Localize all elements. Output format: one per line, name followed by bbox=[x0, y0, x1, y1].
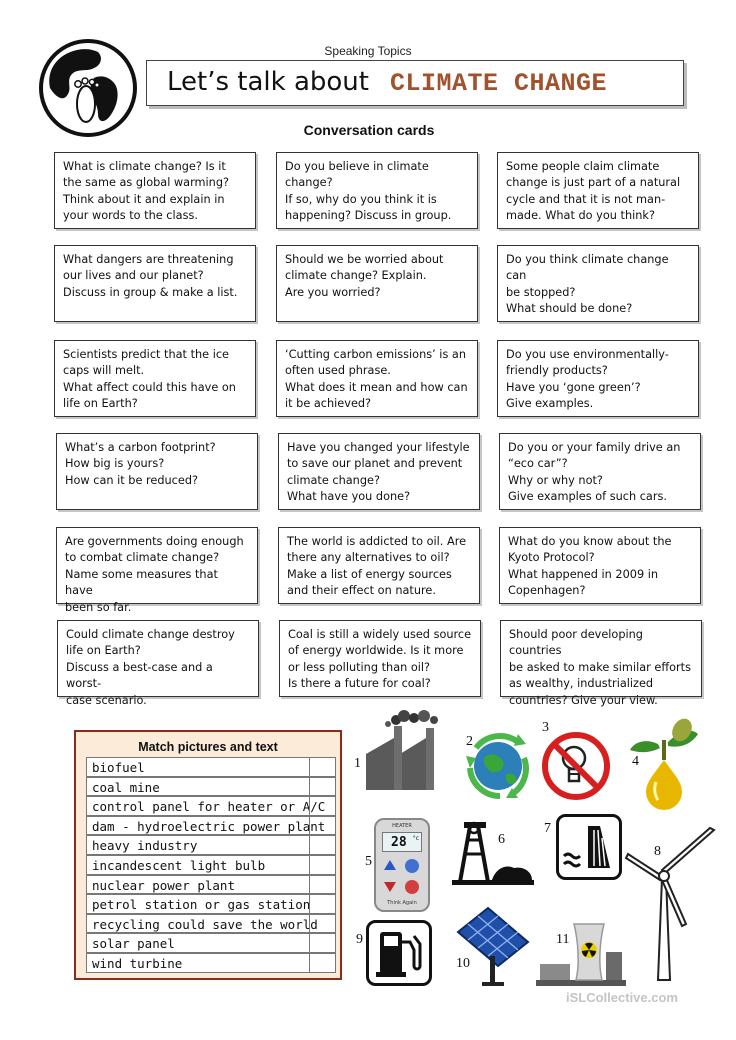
card-text: Could climate change destroy life on Earth? Discuss a best-case and a worst- case scenario. bbox=[66, 628, 235, 707]
match-row bbox=[86, 835, 336, 855]
answer-cell[interactable] bbox=[309, 895, 335, 913]
watermark: iSLCollective.com bbox=[566, 990, 678, 1005]
match-item-text: control panel for heater or A/C bbox=[92, 799, 326, 815]
card-text: Are governments doing enough to combat climate change? Name some measures that have been so far. bbox=[65, 535, 244, 614]
match-row bbox=[86, 855, 336, 875]
card-text: What dangers are threatening our lives and our planet? Discuss in group & make a list. bbox=[63, 253, 238, 299]
card-text: What do you know about the Kyoto Protocol? What happened in 2009 in Copenhagen? bbox=[508, 535, 672, 598]
answer-cell[interactable] bbox=[309, 856, 335, 874]
conversation-card bbox=[276, 340, 478, 417]
card-text: ‘Cutting carbon emissions’ is an often used phrase. What does it mean and how can it be achieved? bbox=[285, 348, 468, 411]
conversation-card bbox=[276, 245, 478, 322]
match-item-text: solar panel bbox=[92, 936, 175, 952]
answer-cell[interactable] bbox=[309, 758, 335, 776]
earth-footprint-logo-icon bbox=[38, 38, 138, 138]
heater-buttons-icon bbox=[382, 858, 424, 898]
picture-number: 1 bbox=[354, 756, 361, 771]
factory-icon bbox=[364, 708, 444, 790]
no-light-bulb-icon bbox=[540, 730, 612, 802]
match-row bbox=[86, 796, 336, 816]
card-text: Some people claim climate change is just part of a natural cycle and that it is not man- made. What do you think? bbox=[506, 160, 681, 223]
match-table bbox=[74, 730, 342, 980]
conversation-card bbox=[497, 340, 699, 417]
conversation-card bbox=[497, 152, 699, 229]
heater-reading: 28 bbox=[391, 835, 407, 850]
match-row bbox=[86, 816, 336, 836]
heater-display bbox=[382, 832, 422, 852]
match-row bbox=[86, 777, 336, 797]
petrol-station-icon bbox=[366, 920, 432, 986]
conversation-card bbox=[499, 433, 701, 510]
card-text: Should poor developing countries be asked to make similar efforts as wealthy, industrialized countries? Give your view. bbox=[509, 628, 691, 707]
heater-caption: Think Again bbox=[387, 900, 417, 906]
biofuel-drop-icon bbox=[628, 716, 700, 812]
answer-cell[interactable] bbox=[309, 934, 335, 952]
conversation-card bbox=[279, 620, 481, 697]
match-item-text: biofuel bbox=[92, 760, 145, 775]
solar-panel-icon bbox=[452, 904, 534, 988]
card-text: What’s a carbon footprint? How big is yours? How can it be reduced? bbox=[65, 441, 216, 487]
picture-number: 4 bbox=[632, 754, 639, 769]
coal-mine-icon bbox=[452, 820, 534, 886]
card-text: Coal is still a widely used source of energy worldwide. Is it more or less polluting than oil? Is there a future for coal? bbox=[288, 628, 472, 691]
answer-cell[interactable] bbox=[309, 915, 335, 933]
answer-cell[interactable] bbox=[309, 836, 335, 854]
match-row bbox=[86, 953, 336, 973]
picture-number: 3 bbox=[542, 720, 549, 735]
conversation-card bbox=[497, 245, 699, 322]
conversation-card bbox=[500, 620, 702, 707]
picture-number: 6 bbox=[498, 832, 505, 847]
match-item-text: coal mine bbox=[92, 779, 160, 795]
page-title bbox=[146, 60, 684, 106]
wind-turbine-icon bbox=[624, 824, 720, 984]
card-text: The world is addicted to oil. Are there any alternatives to oil? Make a list of energy sources and their effect on nature. bbox=[287, 535, 467, 598]
match-row bbox=[86, 875, 336, 895]
conversation-card bbox=[57, 620, 259, 707]
match-item-text: recycling could save the world bbox=[92, 916, 318, 932]
card-text: Do you think climate change can be stopped? What should be done? bbox=[506, 253, 669, 316]
title-text: Let’s talk about bbox=[167, 67, 369, 97]
answer-cell[interactable] bbox=[309, 778, 335, 796]
conversation-card bbox=[278, 527, 480, 604]
match-item-text: heavy industry bbox=[92, 838, 198, 854]
picture-number: 8 bbox=[654, 844, 661, 859]
match-item-text: dam - hydroelectric power plant bbox=[92, 818, 326, 834]
conversation-card bbox=[276, 152, 478, 229]
match-row bbox=[86, 933, 336, 953]
answer-cell[interactable] bbox=[309, 817, 335, 835]
picture-number: 5 bbox=[365, 854, 372, 869]
answer-cell[interactable] bbox=[309, 876, 335, 894]
nuclear-power-plant-icon bbox=[534, 916, 628, 988]
match-item-text: petrol station or gas station bbox=[92, 897, 311, 913]
topic-label: Speaking Topics bbox=[324, 44, 412, 58]
conversation-card bbox=[56, 433, 258, 510]
conversation-card bbox=[499, 527, 701, 604]
picture-number: 2 bbox=[466, 734, 473, 749]
card-text: Do you believe in climate change? If so, why do you think it is happening? Discuss in group. bbox=[285, 160, 452, 223]
match-row bbox=[86, 914, 336, 934]
title-highlight: CLIMATE CHANGE bbox=[390, 69, 608, 98]
conversation-card bbox=[278, 433, 480, 510]
card-text: Do you use environmentally- friendly products? Have you ‘gone green’? Give examples. bbox=[506, 348, 669, 411]
recycling-globe-icon bbox=[462, 728, 534, 800]
answer-cell[interactable] bbox=[309, 954, 335, 972]
card-text: What is climate change? Is it the same as global warming? Think about it and explain in your words to the class. bbox=[63, 160, 230, 223]
conversation-card bbox=[54, 340, 256, 417]
card-text: Have you changed your lifestyle to save our planet and prevent climate change? What have you done? bbox=[287, 441, 470, 504]
picture-number: 11 bbox=[556, 932, 570, 947]
heater-label: HEATER bbox=[392, 823, 412, 829]
conversation-card bbox=[54, 152, 256, 229]
picture-number: 9 bbox=[356, 932, 363, 947]
match-item-text: incandescent light bulb bbox=[92, 858, 266, 873]
match-item-text: wind turbine bbox=[92, 956, 183, 971]
answer-cell[interactable] bbox=[309, 797, 335, 815]
conversation-card bbox=[56, 527, 258, 614]
dam-icon bbox=[556, 814, 622, 880]
heater-control-panel-icon bbox=[374, 818, 430, 912]
card-text: Do you or your family drive an “eco car”? Why or why not? Give examples of such cars. bbox=[508, 441, 681, 504]
card-text: Scientists predict that the ice caps will melt. What affect could this have on life on Earth? bbox=[63, 348, 236, 411]
match-row bbox=[86, 894, 336, 914]
cards-section-title: Conversation cards bbox=[303, 122, 435, 138]
match-row bbox=[86, 757, 336, 777]
conversation-card bbox=[54, 245, 256, 322]
heater-unit: °c bbox=[412, 835, 419, 842]
card-text: Should we be worried about climate change? Explain. Are you worried? bbox=[285, 253, 444, 299]
picture-number: 7 bbox=[544, 821, 551, 836]
match-item-text: nuclear power plant bbox=[92, 877, 235, 893]
picture-number: 10 bbox=[456, 956, 470, 971]
match-table-title: Match pictures and text bbox=[138, 740, 278, 754]
